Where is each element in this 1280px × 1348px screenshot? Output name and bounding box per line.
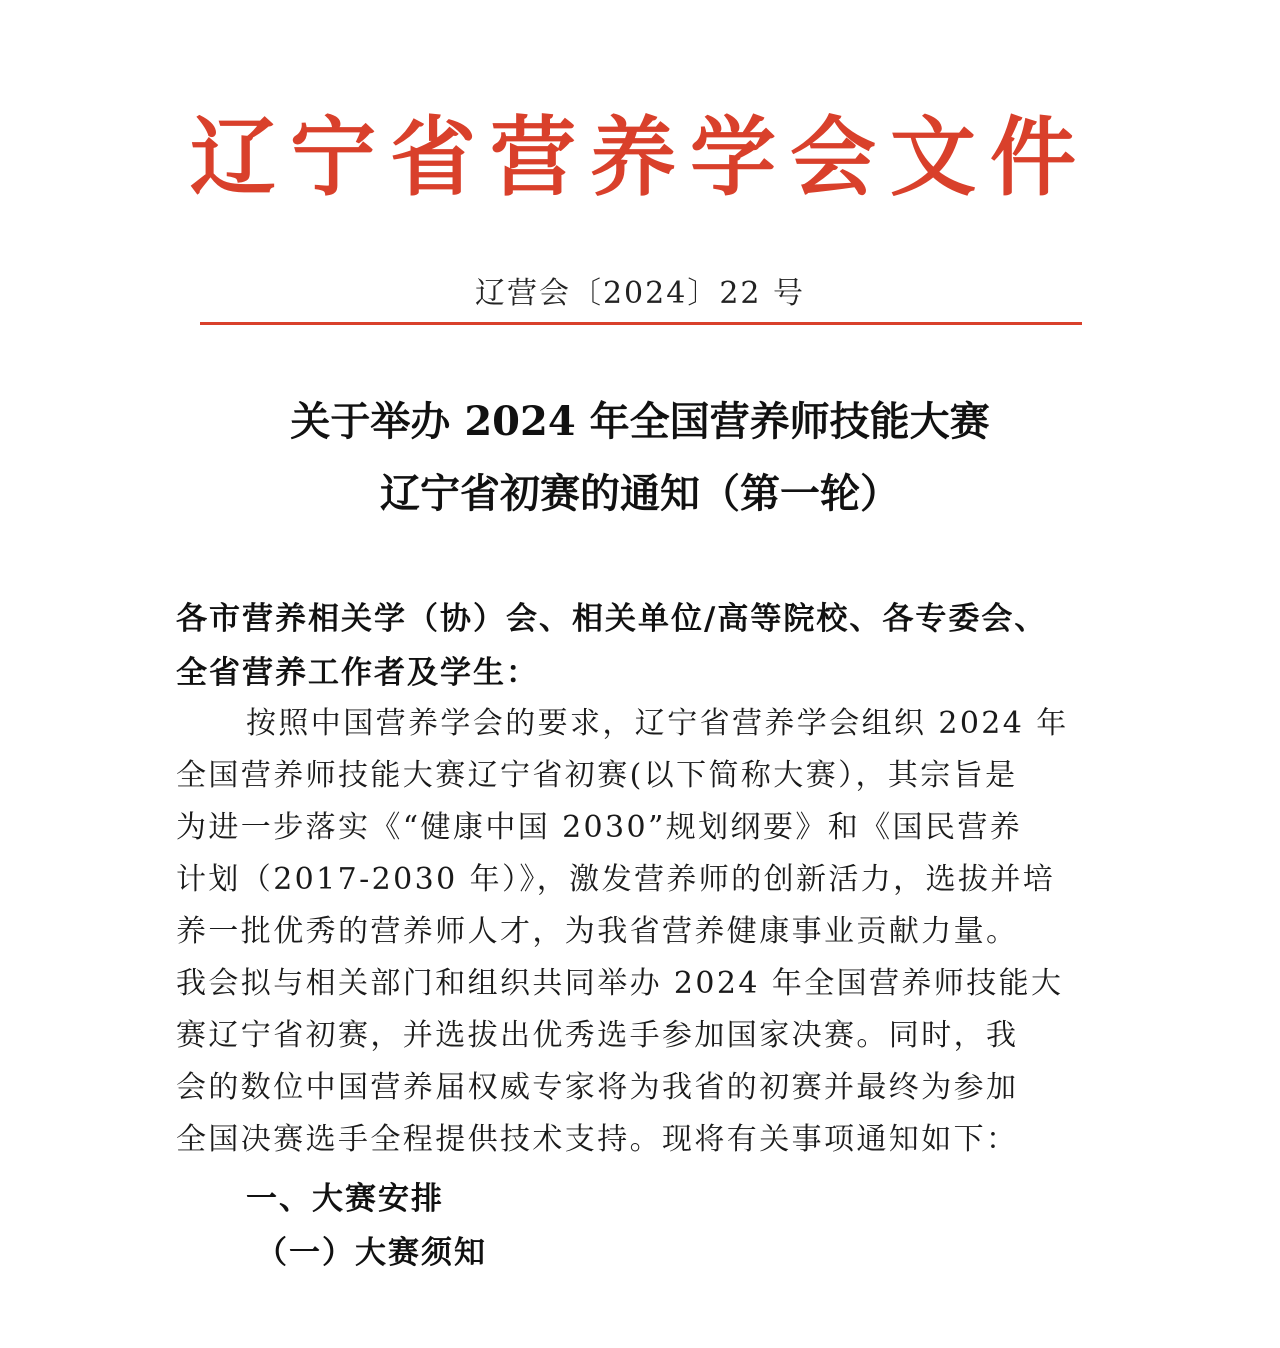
body-paragraph-line: 我会拟与相关部门和组织共同举办 2024 年全国营养师技能大 [176,966,1064,1001]
red-divider-line [200,322,1082,325]
body-paragraph-line: 按照中国营养学会的要求，辽宁省营养学会组织 2024 年 [246,706,1069,741]
section-heading: 一、大赛安排 [246,1181,444,1217]
notice-title-line-1: 关于举办 2024 年全国营养师技能大赛 [290,398,990,445]
body-paragraph-line: 养一批优秀的营养师人才，为我省营养健康事业贡献力量。 [176,914,1019,949]
body-paragraph-line: 全国决赛选手全程提供技术支持。现将有关事项通知如下： [176,1122,1019,1157]
body-paragraph-line: 赛辽宁省初赛，并选拔出优秀选手参加国家决赛。同时，我 [176,1018,1019,1053]
subsection-heading: （一）大赛须知 [256,1235,487,1271]
addressee-line-2: 全省营养工作者及学生： [176,655,539,691]
body-paragraph-line: 为进一步落实《“健康中国 2030”规划纲要》和《国民营养 [176,810,1023,845]
body-paragraph-line: 会的数位中国营养届权威专家将为我省的初赛并最终为参加 [176,1070,1019,1105]
body-paragraph-line: 计划（2017-2030 年）》，激发营养师的创新活力，选拔并培 [176,862,1056,897]
notice-title-line-2: 辽宁省初赛的通知（第一轮） [380,470,900,517]
body-paragraph-line: 全国营养师技能大赛辽宁省初赛(以下简称大赛），其宗旨是 [176,758,1018,793]
addressee-line-1: 各市营养相关学（协）会、相关单位/高等院校、各专委会、 [176,601,1048,637]
document-number: 辽营会〔2024〕22 号 [474,276,806,311]
document-masthead: 辽宁省营养学会文件 [190,107,1090,208]
